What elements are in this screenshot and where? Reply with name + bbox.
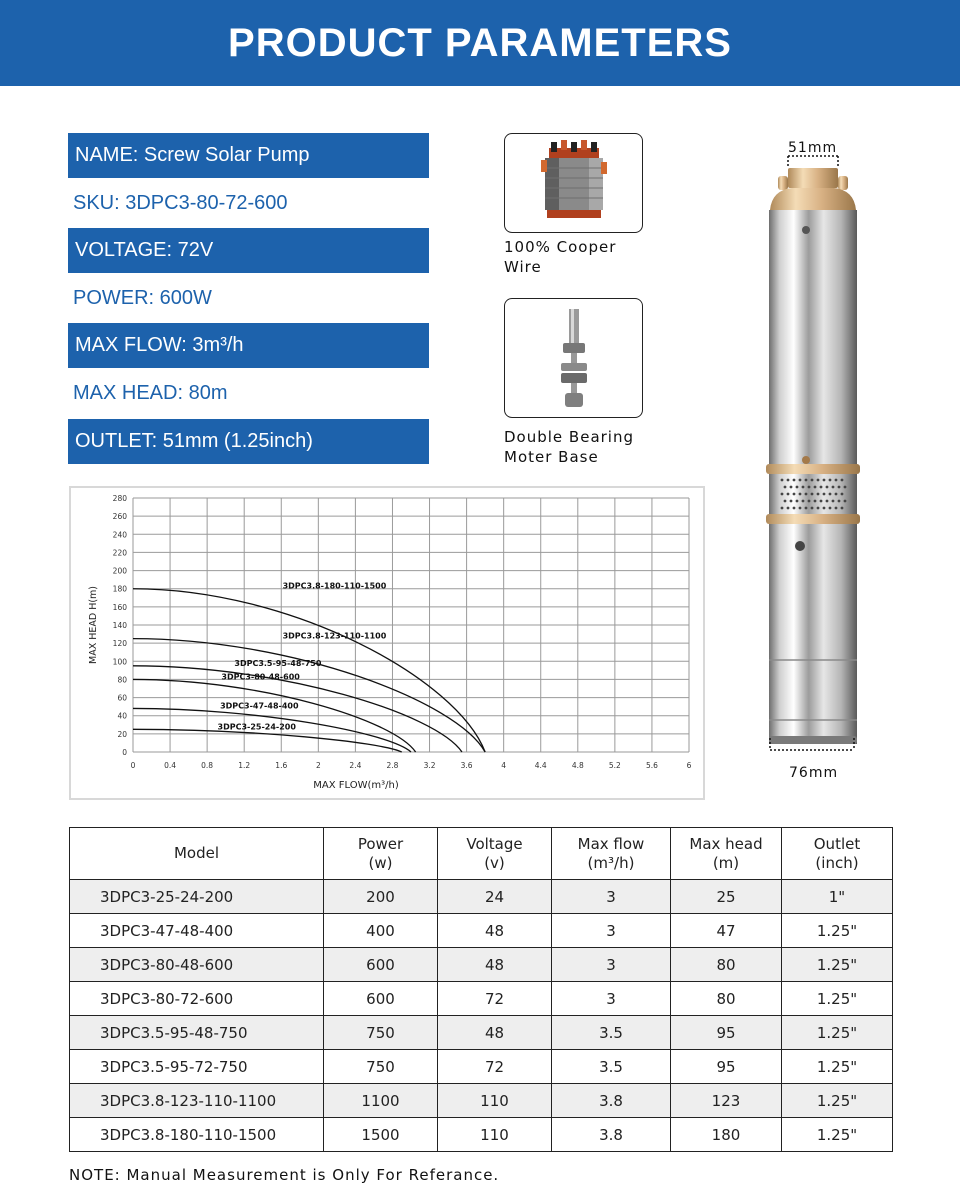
pump-motor-body bbox=[769, 524, 857, 744]
series-label: 3DPC3.8-123-110-1100 bbox=[282, 631, 387, 641]
cell-max-head: 80 bbox=[671, 948, 782, 982]
col-header-max-head: Max head (m) bbox=[671, 828, 782, 880]
table-row bbox=[70, 1050, 893, 1084]
x-tick-label: 6 bbox=[686, 761, 692, 770]
cell-model: 3DPC3.8-180-110-1500 bbox=[70, 1118, 324, 1152]
cell-voltage: 72 bbox=[438, 1050, 552, 1084]
pump-outlet bbox=[788, 168, 838, 188]
table-row bbox=[70, 948, 893, 982]
cell-power: 750 bbox=[324, 1050, 438, 1084]
feature-caption-bearing-line2: Moter Base bbox=[504, 448, 599, 466]
cell-voltage: 48 bbox=[438, 948, 552, 982]
table-row bbox=[70, 982, 893, 1016]
cell-outlet: 1.25" bbox=[782, 1050, 893, 1084]
pump-top-dimension: 51mm bbox=[788, 140, 838, 156]
col-header-max-flow: Max flow (m³/h) bbox=[552, 828, 671, 880]
pump-bottom-dimension: 76mm bbox=[789, 765, 839, 781]
feature-thumb-wire bbox=[504, 133, 643, 233]
table-row bbox=[70, 914, 893, 948]
spec-table bbox=[69, 827, 893, 1152]
cell-max-flow: 3 bbox=[552, 880, 671, 914]
cell-power: 750 bbox=[324, 1016, 438, 1050]
page-title: PRODUCT PARAMETERS bbox=[228, 21, 732, 65]
col-header-model: Model bbox=[70, 828, 324, 880]
param-name: NAME: Screw Solar Pump bbox=[68, 133, 429, 178]
y-tick-label: 240 bbox=[112, 530, 127, 540]
x-tick-label: 0.4 bbox=[164, 761, 177, 770]
series-label: 3DPC3-25-24-200 bbox=[217, 722, 296, 732]
x-tick-label: 0 bbox=[130, 761, 136, 770]
feature-thumb-bearing bbox=[504, 298, 643, 418]
x-tick-label: 4.8 bbox=[571, 761, 584, 770]
cell-max-flow: 3 bbox=[552, 982, 671, 1016]
y-tick-label: 60 bbox=[117, 693, 127, 703]
x-tick-label: 1.6 bbox=[275, 761, 288, 770]
x-tick-label: 5.6 bbox=[645, 761, 658, 770]
y-tick-label: 40 bbox=[117, 711, 127, 721]
param-outlet: OUTLET: 51mm (1.25inch) bbox=[68, 419, 429, 464]
cell-max-flow: 3.5 bbox=[552, 1050, 671, 1084]
y-tick-label: 100 bbox=[112, 657, 127, 667]
cell-max-head: 80 bbox=[671, 982, 782, 1016]
cell-max-flow: 3.8 bbox=[552, 1118, 671, 1152]
x-axis-label: MAX FLOW(m³/h) bbox=[313, 780, 399, 791]
table-row bbox=[70, 1016, 893, 1050]
feature-caption-wire bbox=[504, 237, 616, 277]
y-tick-label: 180 bbox=[112, 584, 127, 594]
x-tick-label: 0.8 bbox=[201, 761, 214, 770]
feature-caption-bearing bbox=[504, 427, 634, 467]
y-tick-label: 280 bbox=[112, 494, 127, 503]
y-tick-label: 120 bbox=[112, 639, 127, 649]
cell-max-head: 95 bbox=[671, 1050, 782, 1084]
cell-model: 3DPC3-80-72-600 bbox=[70, 982, 324, 1016]
cell-max-head: 180 bbox=[671, 1118, 782, 1152]
cell-outlet: 1" bbox=[782, 880, 893, 914]
feature-caption-wire-line1: 100% Cooper bbox=[504, 238, 617, 256]
col-header-voltage: Voltage (v) bbox=[438, 828, 552, 880]
header-banner bbox=[0, 0, 960, 86]
series-label: 3DPC3.8-180-110-1500 bbox=[282, 581, 387, 591]
pump-upper-body bbox=[769, 210, 857, 470]
cell-outlet: 1.25" bbox=[782, 1084, 893, 1118]
cell-outlet: 1.25" bbox=[782, 1118, 893, 1152]
col-header-power: Power (w) bbox=[324, 828, 438, 880]
cell-voltage: 110 bbox=[438, 1084, 552, 1118]
bearing-shaft-icon bbox=[505, 299, 643, 418]
y-tick-label: 20 bbox=[117, 729, 127, 739]
table-row bbox=[70, 880, 893, 914]
x-tick-label: 3.6 bbox=[460, 761, 473, 770]
x-tick-label: 4 bbox=[501, 761, 507, 770]
pump-illustration bbox=[730, 140, 930, 760]
table-row bbox=[70, 1118, 893, 1152]
cell-max-head: 25 bbox=[671, 880, 782, 914]
param-power: POWER: 600W bbox=[68, 276, 429, 321]
y-axis-label: MAX HEAD H(m) bbox=[88, 585, 99, 665]
performance-chart-svg bbox=[71, 488, 703, 798]
cell-power: 200 bbox=[324, 880, 438, 914]
table-row bbox=[70, 1084, 893, 1118]
cell-model: 3DPC3.5-95-48-750 bbox=[70, 1016, 324, 1050]
series-label: 3DPC3.5-95-48-750 bbox=[234, 658, 322, 668]
y-tick-label: 140 bbox=[112, 621, 127, 630]
cell-max-flow: 3.8 bbox=[552, 1084, 671, 1118]
param-max-flow: MAX FLOW: 3m³/h bbox=[68, 323, 429, 368]
y-tick-label: 200 bbox=[112, 566, 127, 576]
y-tick-label: 160 bbox=[112, 602, 127, 612]
param-voltage: VOLTAGE: 72V bbox=[68, 228, 429, 273]
y-tick-label: 220 bbox=[112, 548, 127, 558]
x-tick-label: 4.4 bbox=[534, 761, 547, 770]
cell-power: 1100 bbox=[324, 1084, 438, 1118]
cell-voltage: 72 bbox=[438, 982, 552, 1016]
x-tick-label: 3.2 bbox=[423, 761, 436, 770]
cell-model: 3DPC3.5-95-72-750 bbox=[70, 1050, 324, 1084]
cell-max-flow: 3 bbox=[552, 914, 671, 948]
cell-voltage: 24 bbox=[438, 880, 552, 914]
performance-chart bbox=[69, 486, 705, 800]
curve-series bbox=[133, 639, 485, 752]
cell-voltage: 110 bbox=[438, 1118, 552, 1152]
motor-stator-icon bbox=[505, 134, 643, 233]
cell-voltage: 48 bbox=[438, 1016, 552, 1050]
feature-caption-bearing-line1: Double Bearing bbox=[504, 428, 634, 446]
cell-max-head: 123 bbox=[671, 1084, 782, 1118]
feature-caption-wire-line2: Wire bbox=[504, 258, 542, 276]
cell-max-head: 47 bbox=[671, 914, 782, 948]
x-tick-label: 1.2 bbox=[238, 761, 251, 770]
cell-outlet: 1.25" bbox=[782, 948, 893, 982]
cell-power: 1500 bbox=[324, 1118, 438, 1152]
cell-voltage: 48 bbox=[438, 914, 552, 948]
spec-table-header-row bbox=[70, 828, 893, 880]
cell-model: 3DPC3.8-123-110-1100 bbox=[70, 1084, 324, 1118]
cell-outlet: 1.25" bbox=[782, 914, 893, 948]
x-tick-label: 2.8 bbox=[386, 761, 399, 770]
x-tick-label: 5.2 bbox=[608, 761, 621, 770]
curve-series bbox=[133, 589, 485, 752]
cell-model: 3DPC3-80-48-600 bbox=[70, 948, 324, 982]
y-tick-label: 260 bbox=[112, 512, 127, 522]
series-label: 3DPC3-80-48-600 bbox=[221, 672, 300, 682]
x-tick-label: 2.4 bbox=[349, 761, 362, 770]
cell-outlet: 1.25" bbox=[782, 982, 893, 1016]
cell-outlet: 1.25" bbox=[782, 1016, 893, 1050]
cell-power: 600 bbox=[324, 948, 438, 982]
footnote: NOTE: Manual Measurement is Only For Referance. bbox=[69, 1166, 500, 1184]
cell-power: 400 bbox=[324, 914, 438, 948]
cell-max-flow: 3.5 bbox=[552, 1016, 671, 1050]
cell-model: 3DPC3-25-24-200 bbox=[70, 880, 324, 914]
cell-max-head: 95 bbox=[671, 1016, 782, 1050]
param-sku: SKU: 3DPC3-80-72-600 bbox=[68, 181, 429, 226]
col-header-outlet: Outlet (inch) bbox=[782, 828, 893, 880]
cell-model: 3DPC3-47-48-400 bbox=[70, 914, 324, 948]
param-max-head: MAX HEAD: 80m bbox=[68, 371, 429, 416]
x-tick-label: 2 bbox=[315, 761, 321, 770]
y-tick-label: 80 bbox=[117, 675, 127, 685]
cell-power: 600 bbox=[324, 982, 438, 1016]
cell-max-flow: 3 bbox=[552, 948, 671, 982]
series-label: 3DPC3-47-48-400 bbox=[220, 701, 299, 711]
y-tick-label: 0 bbox=[122, 748, 127, 757]
